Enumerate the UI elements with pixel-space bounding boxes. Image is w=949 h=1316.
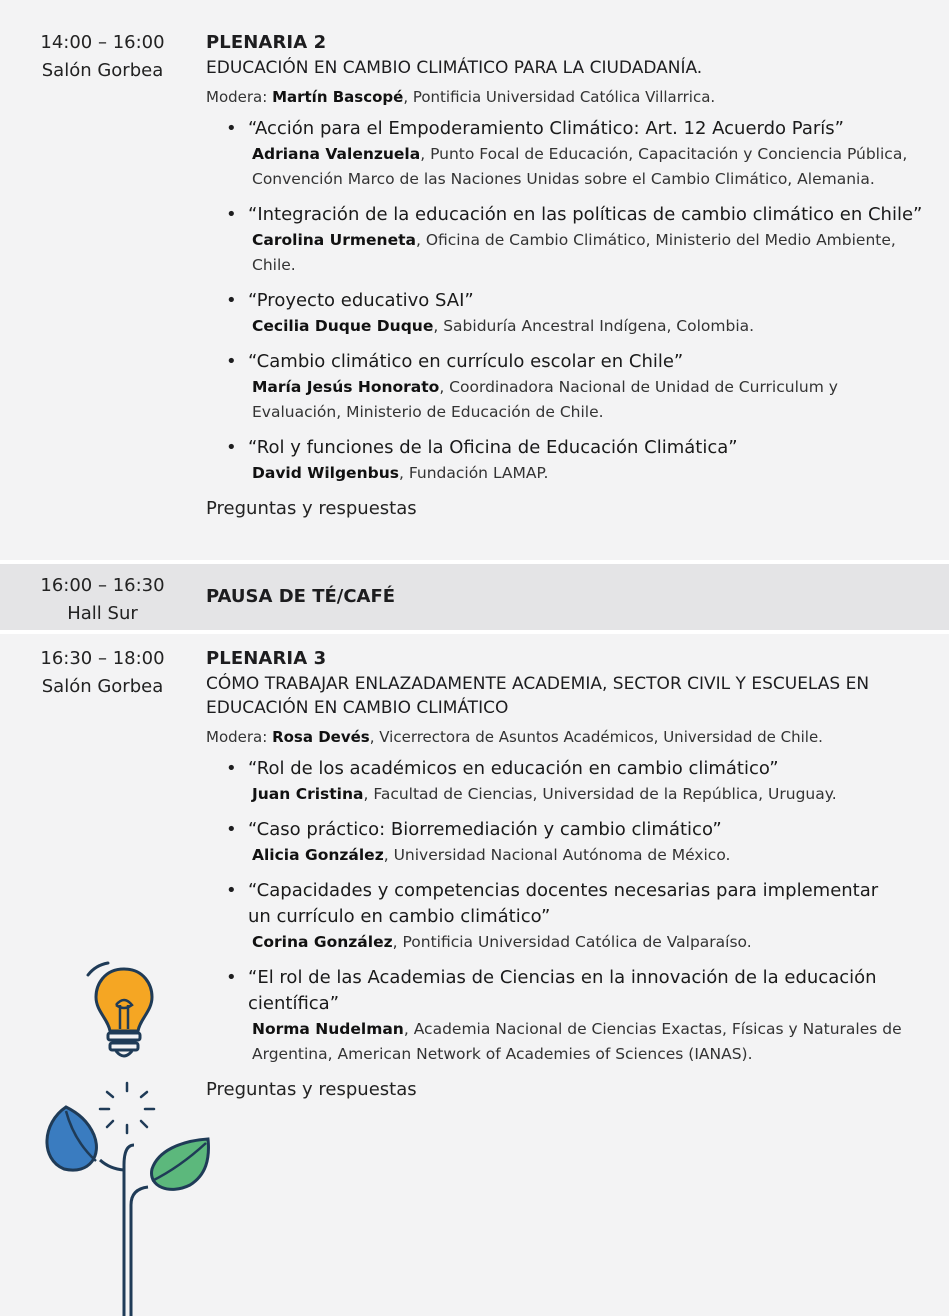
talk-item bbox=[226, 202, 926, 278]
speaker-affiliation: , Facultad de Ciencias, Universidad de la República, Uruguay. bbox=[363, 785, 837, 803]
talk-speaker-line bbox=[248, 461, 926, 486]
bullet-icon: • bbox=[226, 758, 237, 779]
session-room: Salón Gorbea bbox=[41, 676, 164, 697]
speaker-affiliation: , Oficina de Cambio Climático, Ministerio del Medio Ambiente, Chile. bbox=[252, 231, 896, 274]
speaker-name: Adriana Valenzuela bbox=[252, 145, 421, 163]
talk-item bbox=[226, 817, 906, 868]
talk-speaker-line bbox=[248, 843, 906, 868]
talk-title: “Acción para el Empoderamiento Climático: Art. 12 Acuerdo París” bbox=[248, 118, 844, 139]
session-time: 16:30 – 18:00 bbox=[40, 648, 165, 669]
speaker-affiliation: , Pontificia Universidad Católica de Valparaíso. bbox=[392, 933, 752, 951]
speaker-name: Alicia González bbox=[252, 846, 384, 864]
session-title: PLENARIA 3 bbox=[206, 648, 327, 669]
session-content bbox=[206, 646, 906, 1103]
session-time: 16:00 – 16:30 bbox=[40, 575, 165, 596]
talk-item bbox=[226, 965, 906, 1067]
bullet-icon: • bbox=[226, 351, 237, 372]
speaker-name: Carolina Urmeneta bbox=[252, 231, 416, 249]
green-leaf-icon bbox=[152, 1139, 209, 1189]
session-pause bbox=[0, 564, 949, 630]
moderator-name: Martín Bascopé bbox=[272, 88, 404, 106]
session-time-column bbox=[0, 645, 205, 701]
talk-title: “Caso práctico: Biorremediación y cambio climático” bbox=[248, 819, 722, 840]
moderator-label: Modera: bbox=[206, 728, 273, 746]
session-title: PLENARIA 2 bbox=[206, 32, 327, 53]
moderator-label: Modera: bbox=[206, 88, 273, 106]
lightbulb-icon bbox=[88, 963, 152, 1056]
qa-label: Preguntas y respuestas bbox=[206, 1079, 417, 1100]
talk-title: “Integración de la educación en las políticas de cambio climático en Chile” bbox=[248, 204, 923, 225]
session-time-column bbox=[0, 29, 205, 85]
talk-title: “Capacidades y competencias docentes necesarias para implementar un currículo en cambio climático” bbox=[248, 880, 879, 927]
talk-speaker-line bbox=[248, 228, 926, 278]
bullet-icon: • bbox=[226, 290, 237, 311]
speaker-name: Juan Cristina bbox=[252, 785, 364, 803]
talk-speaker-line bbox=[248, 1017, 906, 1067]
speaker-affiliation: , Academia Nacional de Ciencias Exactas, Físicas y Naturales de Argentina, American Network of Academies of Sciences (IANAS). bbox=[252, 1020, 902, 1063]
talk-item bbox=[226, 878, 906, 955]
moderator-name: Rosa Devés bbox=[272, 728, 370, 746]
session-room: Hall Sur bbox=[67, 603, 138, 624]
talk-title: “El rol de las Academias de Ciencias en la innovación de la educación científica” bbox=[248, 967, 877, 1014]
talk-title: “Cambio climático en currículo escolar en Chile” bbox=[248, 351, 684, 372]
talk-item bbox=[226, 756, 906, 807]
talk-speaker-line bbox=[248, 782, 906, 807]
talk-title: “Rol y funciones de la Oficina de Educación Climática” bbox=[248, 437, 738, 458]
session-subtitle: EDUCACIÓN EN CAMBIO CLIMÁTICO PARA LA CIUDADANÍA. bbox=[206, 58, 703, 78]
sparkle-icon bbox=[100, 1083, 154, 1133]
session-time: 14:00 – 16:00 bbox=[40, 32, 165, 53]
plant-stem bbox=[100, 1145, 148, 1316]
speaker-name: Corina González bbox=[252, 933, 393, 951]
blue-leaf-icon bbox=[47, 1107, 96, 1170]
moderator-affiliation: , Vicerrectora de Asuntos Académicos, Universidad de Chile. bbox=[369, 728, 823, 746]
bullet-icon: • bbox=[226, 118, 237, 139]
speaker-name: Norma Nudelman bbox=[252, 1020, 404, 1038]
bullet-icon: • bbox=[226, 437, 237, 458]
talk-speaker-line bbox=[248, 375, 926, 425]
speaker-name: María Jesús Honorato bbox=[252, 378, 440, 396]
speaker-name: Cecilia Duque Duque bbox=[252, 317, 434, 335]
moderator-affiliation: , Pontificia Universidad Católica Villarrica. bbox=[403, 88, 716, 106]
qa-label: Preguntas y respuestas bbox=[206, 498, 417, 519]
session-title: PAUSA DE TÉ/CAFÉ bbox=[206, 586, 396, 607]
session-room: Salón Gorbea bbox=[41, 60, 164, 81]
moderator-line bbox=[206, 726, 906, 748]
session-time-column bbox=[0, 572, 205, 628]
speaker-affiliation: , Coordinadora Nacional de Unidad de Curriculum y Evaluación, Ministerio de Educación de Chile. bbox=[252, 378, 838, 421]
speaker-affiliation: , Universidad Nacional Autónoma de México. bbox=[383, 846, 731, 864]
talk-item bbox=[226, 288, 926, 339]
talk-speaker-line bbox=[248, 314, 926, 339]
session-plenaria-2 bbox=[0, 0, 949, 560]
talk-list bbox=[206, 756, 906, 1067]
plant-lightbulb-illustration bbox=[30, 955, 230, 1316]
bullet-icon: • bbox=[226, 819, 237, 840]
speaker-affiliation: , Punto Focal de Educación, Capacitación y Conciencia Pública, Convención Marco de las Naciones Unidas sobre el Cambio Climático, Alemania. bbox=[252, 145, 908, 188]
talk-speaker-line bbox=[248, 142, 926, 192]
speaker-name: David Wilgenbus bbox=[252, 464, 399, 482]
session-subtitle: CÓMO TRABAJAR ENLAZADAMENTE ACADEMIA, SECTOR CIVIL Y ESCUELAS EN EDUCACIÓN EN CAMBIO CLIMÁTICO bbox=[206, 674, 870, 718]
talk-title: “Proyecto educativo SAI” bbox=[248, 290, 474, 311]
bullet-icon: • bbox=[226, 204, 237, 225]
session-content bbox=[206, 30, 926, 522]
speaker-affiliation: , Fundación LAMAP. bbox=[398, 464, 549, 482]
moderator-line bbox=[206, 86, 926, 108]
talk-title: “Rol de los académicos en educación en cambio climático” bbox=[248, 758, 779, 779]
bullet-icon: • bbox=[226, 967, 237, 988]
talk-item bbox=[226, 116, 926, 192]
talk-list bbox=[206, 116, 926, 486]
talk-speaker-line bbox=[248, 930, 906, 955]
talk-item bbox=[226, 349, 926, 425]
speaker-affiliation: , Sabiduría Ancestral Indígena, Colombia. bbox=[433, 317, 755, 335]
talk-item bbox=[226, 435, 926, 486]
bullet-icon: • bbox=[226, 880, 237, 901]
